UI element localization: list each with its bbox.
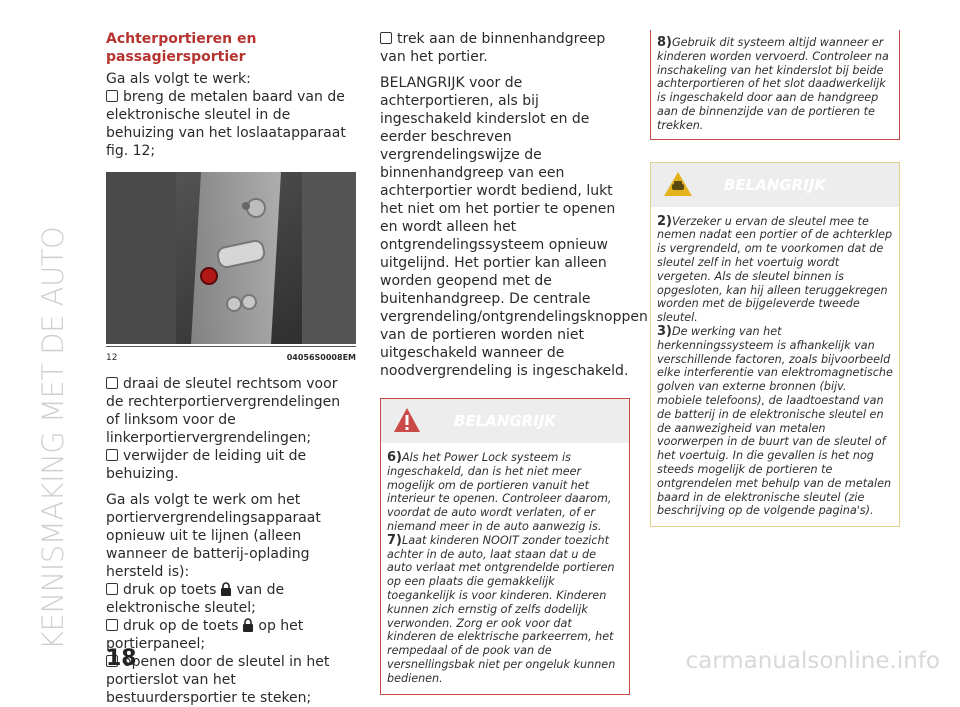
figure-number: 12 bbox=[106, 353, 118, 363]
step-3: verwijder de leiding uit de behuizing. bbox=[106, 448, 307, 482]
important-paragraph: BELANGRIJK voor de achterportieren, als bij ingeschakeld kinderslot en de eerder beschreven vergrendelingswijze de binnenhandgreep van een achterportier wordt bediend, lukt het niet om het portier te openen en wordt alleen het ontgrendelingssysteem opnieuw uitgelijnd. Het portier kan alleen worden geopend met de buitenhandgreep. De centrale vergrendeling/ontgrendelingsknoppen van de portieren worden niet uitgeschakeld wanneer de noodvergrendeling is ingeschakeld. bbox=[380, 75, 648, 379]
checkbox-icon bbox=[106, 90, 118, 102]
restore-intro: Ga als volgt te werk om het portiervergrendelingsapparaat opnieuw uit te lijnen (alleen wanneer de batterij-oplading hersteld is): bbox=[106, 492, 321, 580]
intro-text: Ga als volgt te werk: bbox=[106, 71, 251, 87]
column-1 bbox=[106, 30, 356, 707]
restore-step-1: druk op toets van de elektronische sleutel; bbox=[106, 582, 285, 616]
step-1: breng de metalen baard van de elektronische sleutel in de behuizing van het loslaatapparaat fig. 12; bbox=[106, 89, 346, 159]
note-box bbox=[650, 162, 900, 528]
warning-body: 6)Als het Power Lock systeem is ingeschakeld, dan is het niet meer mogelijk om de portieren vanuit het interieur te openen. Controleer daarom, voordat de auto wordt verlaten, of er niemand meer in de auto aanwezig is. 7)Laat kinderen NOOIT zonder toezicht achter in de auto, laat staan dat u de auto verlaat met ontgrendelde portieren op een plaats die gemakkelijk toegankelijk is voor kinderen. Kinderen kunnen zich ernstig of zelfs dodelijk verwonden. Zorg er ook voor dat kinderen de elektrische parkeerrem, het rempedaal of de pook van de versnellingsbak niet per ongeluk kunnen bedienen. bbox=[387, 450, 616, 685]
warning-header bbox=[381, 399, 629, 443]
checkbox-icon bbox=[380, 32, 392, 44]
step-2: draai de sleutel rechtsom voor de rechterportiervergrendelingen of linksom voor de linkerportiervergrendelingen; bbox=[106, 376, 341, 446]
figure-code: 04056S0008EM bbox=[286, 353, 356, 362]
note-header bbox=[651, 163, 899, 207]
sidebar-section-title: KENNISMAKING MET DE AUTO bbox=[36, 226, 70, 650]
note-title: BELANGRIJK bbox=[723, 175, 827, 194]
warning-title: BELANGRIJK bbox=[453, 412, 557, 430]
warning-triangle-icon bbox=[393, 407, 421, 433]
restore-step-4: trek aan de binnenhandgreep van het portier. bbox=[380, 31, 606, 65]
checkbox-icon bbox=[106, 449, 118, 461]
lock-icon bbox=[220, 582, 232, 596]
warning-continuation: 8)Gebruik dit systeem altijd wanneer er kinderen worden vervoerd. Controleer na inschakeling van het kinderslot bij beide achterportieren of het slot daadwerkelijk is ingeschakeld door aan de handgreep aan de binnenzijde van de portieren te trekken. bbox=[650, 30, 900, 140]
column-3 bbox=[650, 30, 900, 527]
note-body: 2)Verzeker u ervan de sleutel mee te nemen nadat een portier of de achterklep is vergrendeld, om te voorkomen dat de sleutel zelf in het voertuig wordt vergeten. Als de sleutel binnen is opgesloten, kan hij alleen teruggekregen worden met de bijgeleverde tweede sleutel. 3)De werking van het herkenningssysteem is afhankelijk van verschillende factoren, zoals bijvoorbeeld elke interferentie van elektromagnetische golven van externe bronnen (bijv. mobiele telefoons), de laadtoestand van de batterij in de elektronische sleutel en de aanwezigheid van metalen voorwerpen in de buurt van de sleutel of het voertuig. In die gevallen is het nog steeds mogelijk de portieren te ontgrendelen met behulp van de metalen baard in de elektronische sleutel (zie beschrijving op de volgende pagina's). bbox=[657, 213, 893, 518]
lock-icon bbox=[242, 618, 254, 632]
figure-caption bbox=[106, 346, 356, 367]
car-warning-icon bbox=[663, 171, 693, 197]
warning-box bbox=[380, 398, 630, 695]
door-lock-photo bbox=[106, 172, 356, 344]
checkbox-icon bbox=[106, 583, 118, 595]
restore-step-2: druk op de toets op het portierpaneel; bbox=[106, 618, 304, 652]
section-heading: Achterportieren en passagiersportier bbox=[106, 31, 257, 65]
restore-step-3: openen door de sleutel in het portierslot van het bestuurdersportier te steken; bbox=[106, 654, 330, 706]
checkbox-icon bbox=[106, 377, 118, 389]
checkbox-icon bbox=[106, 619, 118, 631]
door-lock-figure bbox=[106, 172, 356, 344]
column-2 bbox=[380, 30, 648, 695]
watermark: carmanualsonline.info bbox=[685, 648, 940, 674]
page-number: 18 bbox=[106, 646, 137, 671]
